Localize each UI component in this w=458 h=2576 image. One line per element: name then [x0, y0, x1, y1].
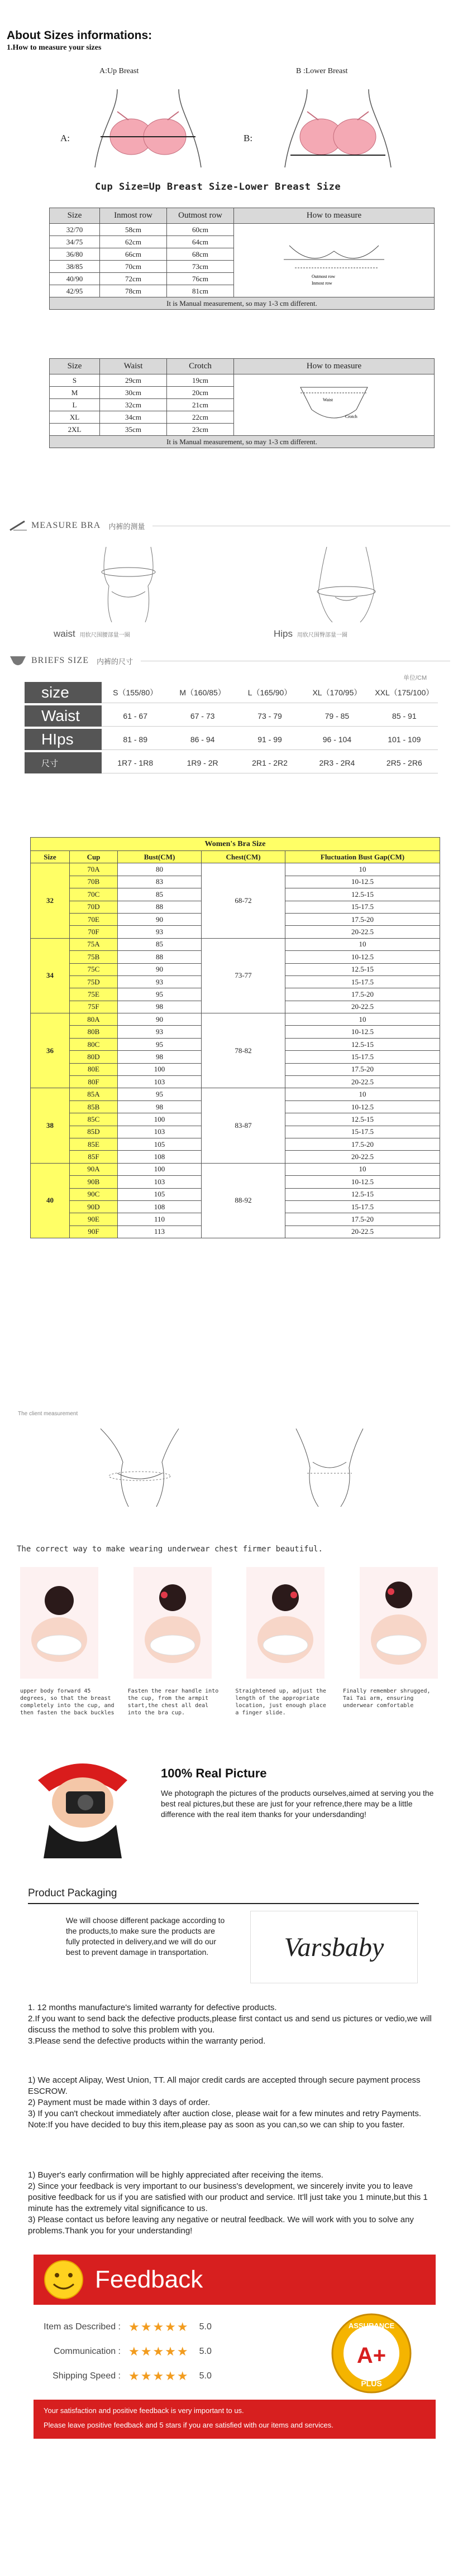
rating-score: 5.0	[199, 2322, 212, 2332]
table-cell: 85F	[70, 1151, 118, 1163]
table-cell: 90E	[70, 1213, 118, 1225]
feedback-footer	[34, 2400, 436, 2439]
table-cell: 20-22.5	[285, 1001, 440, 1013]
measure-bra-header	[8, 518, 450, 534]
payment-policy	[28, 2075, 441, 2131]
table-cell: 38/85	[50, 261, 100, 273]
table-cell: 12.5-15	[285, 888, 440, 901]
bra-table-title: Women's Bra Size	[31, 838, 440, 851]
wearing-steps-text	[20, 1688, 438, 1717]
table-cell: 80D	[70, 1051, 118, 1063]
packaging-text: We will choose different package according to the products,to make sure the products are fully protected in delivery,and we will do our best to prevent damage in transportation.	[66, 1916, 225, 1957]
table-cell: 58cm	[100, 224, 167, 236]
table-cell: 20-22.5	[285, 926, 440, 938]
table-cell: 10	[285, 1013, 440, 1026]
policy-line: 1. 12 months manufacture's limited warranty for defective products.	[28, 2003, 277, 2012]
wearing-step-2-text: Fasten the rear handle into the cup, from the armpit start,the chest all deal into the bra cup.	[127, 1688, 219, 1716]
briefs-row-hips	[25, 729, 438, 750]
table-cell: 95	[118, 1038, 202, 1050]
table-cell: 2R1 - 2R2	[252, 758, 288, 767]
row-label: HIps	[25, 729, 102, 750]
table-cell: 34cm	[100, 411, 167, 424]
table-cell: 90C	[70, 1188, 118, 1200]
table-cell: 68cm	[167, 248, 234, 261]
table-cell: 2XL	[50, 424, 100, 436]
wearing-step-4-text: Finally remember shrugged, Tai Tai arm, ensuring underwear comfortable	[342, 1688, 431, 1709]
table-row	[31, 863, 440, 876]
table-cell: 103	[118, 1076, 202, 1088]
up-breast-illustration	[84, 78, 212, 173]
table-cell: 95	[118, 1088, 202, 1100]
table-cell: 98	[118, 1100, 202, 1113]
chest-cell: 73-77	[202, 938, 285, 1013]
briefs-row-size	[25, 682, 438, 703]
table-cell: 75F	[70, 1001, 118, 1013]
table-cell: 15-17.5	[285, 1200, 440, 1213]
table-cell: 76cm	[167, 273, 234, 285]
table-cell: 105	[118, 1138, 202, 1150]
table-cell: 80	[118, 863, 202, 876]
policy-line: 3) If you can't checkout immediately after auction close, please wait for a few minutes and retry Payments.	[28, 2109, 422, 2118]
chest-measure-illustration-1	[84, 1423, 195, 1512]
size-cell: 40	[31, 1163, 70, 1238]
table-cell: 2R3 - 2R4	[319, 758, 355, 767]
table-cell: 23cm	[167, 424, 234, 436]
policy-line: 2) Since your feedback is very important to our business's development, we sincerely invite you to leave positive feedback for us if you are satisfied with our product and service. It'll just take you 1 minute,but this 1 minute has the extremely vital significance to us.	[28, 2181, 428, 2213]
feedback-footer-line-2: Please leave positive feedback and 5 stars if you are satisfied with our items and services.	[44, 2421, 333, 2429]
row-label: size	[25, 682, 102, 703]
policy-line: 1) Buyer's early confirmation will be highly appreciated after receiving the items.	[28, 2170, 323, 2180]
header-cell: Cup	[70, 851, 118, 863]
briefs-title: BRIEFS SIZE	[31, 656, 89, 665]
hips-illustration	[302, 541, 391, 625]
table-cell: 70cm	[100, 261, 167, 273]
table-cell: 66cm	[100, 248, 167, 261]
table-cell: 90	[118, 1013, 202, 1026]
table-cell: 10-12.5	[285, 876, 440, 888]
table-cell: 35cm	[100, 424, 167, 436]
table-cell: 90B	[70, 1176, 118, 1188]
wearing-step-3-text: Straightened up, adjust the length of the appropriate location, just enough place a finger slide.	[235, 1688, 326, 1716]
packaging-divider	[28, 1903, 419, 1904]
table-cell: 42/95	[50, 285, 100, 297]
header-cell: Size	[31, 851, 70, 863]
measurement-note: It is Manual measurement, so may 1-3 cm different.	[50, 297, 435, 310]
table-cell: 15-17.5	[285, 1051, 440, 1063]
wearing-caption: The correct way to make wearing underwear chest firmer beautiful.	[17, 1545, 323, 1554]
badge-top-text: ASSURANCE	[348, 2322, 395, 2330]
bra-size-table	[49, 208, 435, 310]
measure-bra-title: MEASURE BRA	[31, 521, 101, 530]
hips-caption	[274, 628, 347, 640]
table-cell: 108	[118, 1151, 202, 1163]
table-cell: 12.5-15	[285, 1038, 440, 1050]
table-cell: 81 - 89	[123, 734, 147, 744]
table-cell: 10	[285, 1163, 440, 1175]
table-cell: 75E	[70, 988, 118, 1001]
table-cell: 100	[118, 1113, 202, 1126]
measure-diagram-cell	[234, 374, 435, 436]
table-cell: 20cm	[167, 387, 234, 399]
table-cell: 17.5-20	[285, 1213, 440, 1225]
label-a: A:	[60, 133, 70, 143]
table-cell: 81cm	[167, 285, 234, 297]
table-cell: 113	[118, 1225, 202, 1238]
table-cell: 103	[118, 1126, 202, 1138]
table-cell: L（165/90）	[247, 688, 292, 697]
table-cell: 78cm	[100, 285, 167, 297]
table-cell: 80B	[70, 1026, 118, 1038]
table-cell: 70A	[70, 863, 118, 876]
wearing-steps-illustrations	[20, 1567, 438, 1679]
rating-label: Item as Described :	[44, 2322, 121, 2332]
header-cell: Size	[50, 359, 100, 374]
table-cell: 88	[118, 951, 202, 963]
crotch-label: Crotch	[345, 414, 357, 419]
table-cell: 90F	[70, 1225, 118, 1238]
table-cell: M	[50, 387, 100, 399]
table-cell: 75D	[70, 975, 118, 988]
table-cell: 100	[118, 1163, 202, 1175]
table-cell: 85B	[70, 1100, 118, 1113]
table-cell: 17.5-20	[285, 1063, 440, 1075]
row-label: 尺寸	[25, 752, 102, 773]
table-cell: 91 - 99	[257, 734, 282, 744]
table-cell: 85D	[70, 1126, 118, 1138]
label-b: B:	[244, 133, 253, 143]
table-cell: 64cm	[167, 236, 234, 248]
client-measurement-label: The client measurement	[18, 1411, 78, 1417]
header-cell: How to measure	[234, 208, 435, 224]
table-cell: 101 - 109	[388, 734, 421, 744]
table-cell: 12.5-15	[285, 963, 440, 975]
real-picture-title: 100% Real Picture	[161, 1766, 267, 1780]
table-cell: 22cm	[167, 411, 234, 424]
table-cell: 85 - 91	[392, 711, 417, 720]
caption-b: B :Lower Breast	[296, 67, 348, 75]
table-cell: 90	[118, 913, 202, 925]
star-icons: ★★★★★	[128, 2344, 189, 2358]
table-cell: 15-17.5	[285, 1126, 440, 1138]
policy-line: Note:If you have decided to buy this item,please pay as soon as you can,so we can ship to you faster.	[28, 2120, 405, 2130]
measure-bra-title-cn: 内裤的测量	[108, 522, 145, 531]
briefs-title-cn: 内裤的尺寸	[97, 657, 133, 666]
wearing-step-1-text: upper body forward 45 degrees, so that the breast completely into the cup, and then fasten the back buckles	[20, 1688, 115, 1716]
rating-score: 5.0	[199, 2347, 212, 2356]
table-cell: 73 - 79	[257, 711, 282, 720]
measure-tape-icon	[8, 518, 28, 534]
table-cell: 86 - 94	[190, 734, 215, 744]
sizes-subtitle: 1.How to measure your sizes	[7, 44, 102, 52]
bra-measure-diagram	[278, 229, 390, 290]
wearing-step-3-image	[246, 1567, 325, 1679]
page-title	[7, 29, 152, 52]
table-cell: 1R9 - 2R	[187, 758, 218, 767]
briefs-measure-diagram	[278, 376, 390, 432]
table-cell: 88	[118, 901, 202, 913]
table-cell: 90D	[70, 1200, 118, 1213]
table-cell: 17.5-20	[285, 988, 440, 1001]
table-cell: 80F	[70, 1076, 118, 1088]
feedback-footer-line-1: Your satisfaction and positive feedback is very important to us.	[44, 2406, 244, 2415]
badge-grade: A+	[356, 2343, 387, 2368]
table-cell: XL	[50, 411, 100, 424]
briefs-row-cn-size	[25, 752, 438, 773]
table-cell: 73cm	[167, 261, 234, 273]
table-cell: 20-22.5	[285, 1076, 440, 1088]
size-cell: 36	[31, 1013, 70, 1088]
wearing-step-2-image	[133, 1567, 212, 1679]
table-cell: 90	[118, 963, 202, 975]
lower-breast-illustration	[274, 78, 402, 173]
table-cell: 34/75	[50, 236, 100, 248]
assurance-badge	[330, 2311, 413, 2395]
table-cell: 10-12.5	[285, 1176, 440, 1188]
packaging-title: Product Packaging	[28, 1887, 117, 1899]
header-cell: Fluctuation Bust Gap(CM)	[285, 851, 440, 863]
measurement-note: It is Manual measurement, so may 1-3 cm different.	[50, 436, 435, 448]
table-cell: 36/80	[50, 248, 100, 261]
table-cell: 72cm	[100, 273, 167, 285]
table-cell: 29cm	[100, 374, 167, 387]
table-cell: 75C	[70, 963, 118, 975]
waist-note: 用软尺围腰部量一圈	[79, 632, 130, 638]
waist-illustration	[84, 541, 173, 625]
table-cell: XXL（175/100）	[375, 688, 434, 697]
rating-label: Communication :	[53, 2347, 121, 2356]
rating-score: 5.0	[199, 2371, 212, 2381]
table-row	[31, 1013, 440, 1026]
chest-cell: 78-82	[202, 1013, 285, 1088]
table-cell: 93	[118, 926, 202, 938]
table-cell: 10-12.5	[285, 1026, 440, 1038]
table-cell: 32cm	[100, 399, 167, 411]
table-cell: 105	[118, 1188, 202, 1200]
table-cell: 17.5-20	[285, 1138, 440, 1150]
wearing-step-1-image	[20, 1567, 98, 1679]
table-cell: 10	[285, 1088, 440, 1100]
policy-line: 3) Please contact us before leaving any negative or neutral feedback. We will work with you to solve any problems.Thank you for your understanding!	[28, 2215, 414, 2236]
table-cell: 85C	[70, 1113, 118, 1126]
table-cell: 85	[118, 888, 202, 901]
star-icons: ★★★★★	[128, 2320, 189, 2334]
table-cell: 80C	[70, 1038, 118, 1050]
table-cell: 1R7 - 1R8	[117, 758, 154, 767]
unit-label: 单位/CM	[403, 675, 427, 681]
table-cell: 2R5 - 2R6	[386, 758, 422, 767]
header-cell: Crotch	[167, 359, 234, 374]
chest-cell: 83-87	[202, 1088, 285, 1163]
star-icons: ★★★★★	[128, 2369, 189, 2383]
table-cell: S（155/80）	[113, 688, 158, 697]
table-cell: 85	[118, 938, 202, 950]
table-cell: 10-12.5	[285, 1100, 440, 1113]
table-cell: 20-22.5	[285, 1151, 440, 1163]
chest-cell: 68-72	[202, 863, 285, 938]
wearing-step-4-image	[360, 1567, 438, 1679]
size-cell: 34	[31, 938, 70, 1013]
table-cell: 80E	[70, 1063, 118, 1075]
header-cell: Chest(CM)	[202, 851, 285, 863]
policy-line: 1) We accept Alipay, West Union, TT. All major credit cards are accepted through secure payment process ESCROW.	[28, 2075, 421, 2096]
policy-line: 2.If you want to send back the defective products,please first contact us and send us pictures or vedio,we will discuss the method to solve this problem with you.	[28, 2014, 432, 2035]
table-cell: 21cm	[167, 399, 234, 411]
table-cell: 110	[118, 1213, 202, 1225]
table-cell: 103	[118, 1176, 202, 1188]
table-cell: 12.5-15	[285, 1188, 440, 1200]
cup-size-formula: Cup Size=Up Breast Size-Lower Breast Size	[95, 181, 341, 193]
policy-line: 2) Payment must be made within 3 days of order.	[28, 2098, 210, 2107]
table-cell: 98	[118, 1051, 202, 1063]
header-cell: Bust(CM)	[118, 851, 202, 863]
briefs-size-header	[8, 653, 450, 669]
chest-cell: 88-92	[202, 1163, 285, 1238]
table-cell: 75A	[70, 938, 118, 950]
badge-bottom-text: PLUS	[361, 2379, 382, 2388]
policy-line: 3.Please send the defective products within the warranty period.	[28, 2036, 266, 2046]
table-cell: 40/90	[50, 273, 100, 285]
photographer-image	[27, 1747, 144, 1858]
table-cell: S	[50, 374, 100, 387]
inmost-label: Inmost row	[312, 280, 332, 286]
sizes-title: About Sizes informations:	[7, 29, 152, 42]
table-cell: 15-17.5	[285, 975, 440, 988]
feedback-banner	[34, 2255, 436, 2305]
table-cell: L	[50, 399, 100, 411]
table-row	[31, 938, 440, 950]
table-cell: 100	[118, 1063, 202, 1075]
table-cell: 80A	[70, 1013, 118, 1026]
hips-note: 用软尺围臀部量一圈	[297, 632, 348, 638]
hips-word: Hips	[274, 628, 293, 639]
briefs-icon	[8, 653, 28, 669]
table-cell: 85E	[70, 1138, 118, 1150]
table-cell: 10-12.5	[285, 951, 440, 963]
table-row	[31, 1088, 440, 1100]
feedback-title: Feedback	[95, 2266, 203, 2293]
waist-caption	[54, 628, 130, 640]
table-cell: 83	[118, 876, 202, 888]
feedback-policy	[28, 2170, 441, 2237]
table-cell: 95	[118, 988, 202, 1001]
table-cell: 85A	[70, 1088, 118, 1100]
table-cell: 93	[118, 975, 202, 988]
row-label: Waist	[25, 705, 102, 727]
briefs-measure-table	[49, 358, 435, 448]
header-cell: How to measure	[234, 359, 435, 374]
outmost-label: Outmost row	[312, 273, 335, 279]
waist-word: waist	[54, 628, 75, 639]
table-cell: 90A	[70, 1163, 118, 1175]
table-cell: 70C	[70, 888, 118, 901]
table-cell: 10	[285, 863, 440, 876]
header-cell: Size	[50, 208, 100, 224]
size-cell: 32	[31, 863, 70, 938]
measure-diagram-cell	[234, 224, 435, 297]
table-cell: 70D	[70, 901, 118, 913]
table-cell: 108	[118, 1200, 202, 1213]
table-cell: XL（170/95）	[312, 688, 362, 697]
table-cell: 20-22.5	[285, 1225, 440, 1238]
table-row	[31, 1163, 440, 1175]
table-cell: 70F	[70, 926, 118, 938]
brand-name: Varsbaby	[284, 1932, 384, 1962]
header-cell: Inmost row	[100, 208, 167, 224]
header-cell: Outmost row	[167, 208, 234, 224]
table-cell: 70E	[70, 913, 118, 925]
table-cell: 61 - 67	[123, 711, 147, 720]
table-cell: 93	[118, 1026, 202, 1038]
table-cell: 79 - 85	[325, 711, 350, 720]
table-cell: 17.5-20	[285, 913, 440, 925]
table-cell: 67 - 73	[190, 711, 215, 720]
waist-label: Waist	[323, 397, 333, 402]
table-cell: 62cm	[100, 236, 167, 248]
table-cell: M（160/85）	[179, 688, 226, 697]
header-cell: Waist	[100, 359, 167, 374]
warranty-policy	[28, 2002, 441, 2047]
table-cell: 12.5-15	[285, 1113, 440, 1126]
briefs-row-waist	[25, 705, 438, 727]
size-cell: 38	[31, 1088, 70, 1163]
smiley-icon	[41, 2257, 86, 2302]
table-cell: 70B	[70, 876, 118, 888]
table-cell: 98	[118, 1001, 202, 1013]
brand-logo	[250, 1911, 418, 1983]
chest-measure-illustration-2	[274, 1423, 385, 1512]
table-cell: 60cm	[167, 224, 234, 236]
womens-bra-size-table	[30, 837, 440, 1238]
table-cell: 10	[285, 938, 440, 950]
table-cell: 75B	[70, 951, 118, 963]
table-cell: 32/70	[50, 224, 100, 236]
caption-a: A:Up Breast	[99, 67, 139, 75]
rating-label: Shipping Speed :	[53, 2371, 121, 2381]
real-picture-text: We photograph the pictures of the products ourselves,aimed at serving you the best real pictures,but these are just for your refrence,there may be a little difference with the real item thanks for your undersdanding!	[161, 1789, 434, 1819]
table-cell: 19cm	[167, 374, 234, 387]
table-cell: 30cm	[100, 387, 167, 399]
table-cell: 15-17.5	[285, 901, 440, 913]
table-cell: 96 - 104	[322, 734, 352, 744]
